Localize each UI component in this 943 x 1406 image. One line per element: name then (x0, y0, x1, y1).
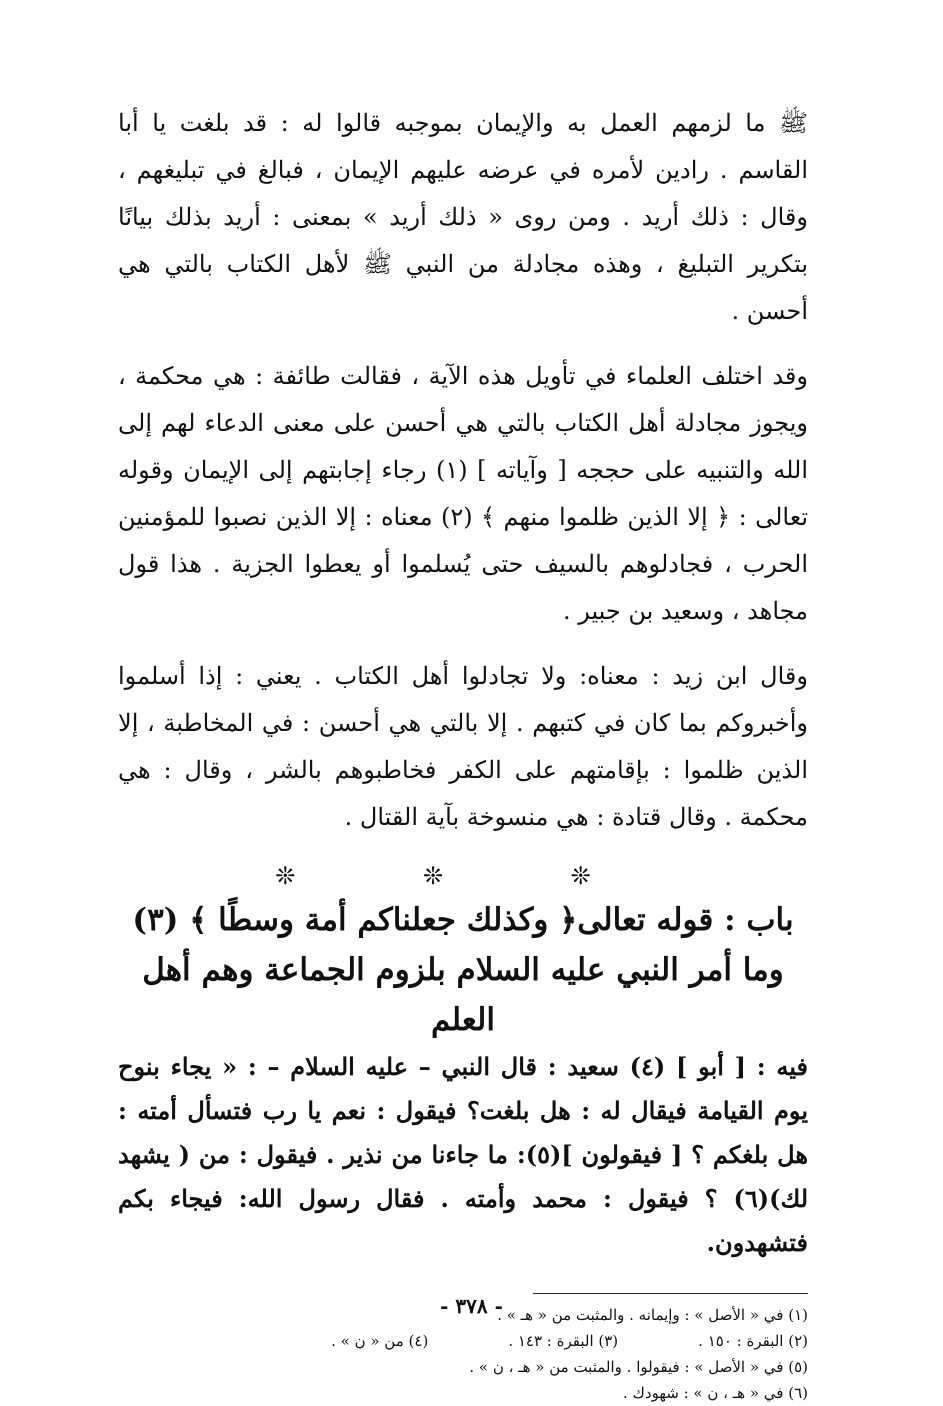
section-separator: ❊ ❊ ❊ (275, 862, 651, 890)
footnote-6: (٦) في « هـ ، ن » : شهودك . (623, 1384, 808, 1402)
footnote-row (118, 1380, 808, 1406)
footnote-2: (٢) البقرة : ١٥٠ . (698, 1332, 808, 1350)
page-body (118, 100, 808, 1406)
footnote-4: (٤) من « ن » . (331, 1332, 429, 1350)
footnote-1: (١) في « الأصل » : وإيمانه . والمثبت من « هـ » . (497, 1306, 808, 1324)
page-number: - ٣٧٨ - (440, 1294, 503, 1318)
footnote-5: (٥) في « الأصل » : فيقولوا . والمثبت من « هـ ، ن » . (469, 1358, 808, 1376)
paragraph-1: ﷺ ما لزمهم العمل به والإيمان بموجبه قالوا له : قد بلغت يا أبا القاسم . رادين لأمره في عرضه عليهم الإيمان ، فبالغ في تبليغهم ، وقال : ذلك أريد . ومن روى « ذلك أريد » بمعنى : أريد بذلك بيانًا بتكرير التبليغ ، وهذه مجادلة من النبي ﷺ لأهل الكتاب بالتي هي أحسن . (118, 109, 808, 325)
footnote-row (118, 1354, 808, 1380)
footnote-3: (٣) البقرة : ١٤٣ . (508, 1332, 619, 1350)
chapter-heading-line-1: باب : قوله تعالى﴿ وكذلك جعلناكم أمة وسطًا ﴾ (٣) (132, 902, 794, 938)
paragraph-3: وقال ابن زيد : معناه: ولا تجادلوا أهل الكتاب . يعني : إذا أسلموا وأخبروكم بما كان في كتبهم . إلا بالتي هي أحسن : في المخاطبة ، إلا الذين ظلموا : بإقامتهم على الكفر فخاطبوهم بالشر ، وقال : هي محكمة . وقال قتادة : هي منسوخة بآية القتال . (118, 662, 808, 831)
paragraph-2: وقد اختلف العلماء في تأويل هذه الآية ، فقالت طائفة : هي محكمة ، ويجوز مجادلة أهل الكتاب بالتي هي أحسن على معنى الدعاء لهم إلى الله والتنبيه على حججه [ وآياته ] (١) رجاء إجابتهم إلى الإيمان وقوله تعالى : ﴿ إلا الذين ظلموا منهم ﴾ (٢) معناه : إلا الذين نصبوا للمؤمنين الحرب ، فجادلوهم بالسيف حتى يُسلموا أو يعطوا الجزية . هذا قول مجاهد ، وسعيد بن جبير . (118, 362, 809, 625)
hadith-text: فيه : [ أبو ] (٤) سعيد : قال النبي – عليه السلام – : « يجاء بنوح يوم القيامة فيقال له : هل بلغت؟ فيقول : نعم يا رب فتسأل أمته : هل بلغكم ؟ [ فيقولون ](٥): ما جاءنا من نذير . فيقول : من ( يشهد لك)(٦) ؟ فيقول : محمد وأمته . فقال رسول الله: فيجاء بكم فتشهدون. (118, 1052, 809, 1257)
chapter-heading-line-2: وما أمر النبي عليه السلام بلزوم الجماعة وهم أهل العلم (142, 952, 784, 1038)
footnote-row (118, 1328, 808, 1354)
